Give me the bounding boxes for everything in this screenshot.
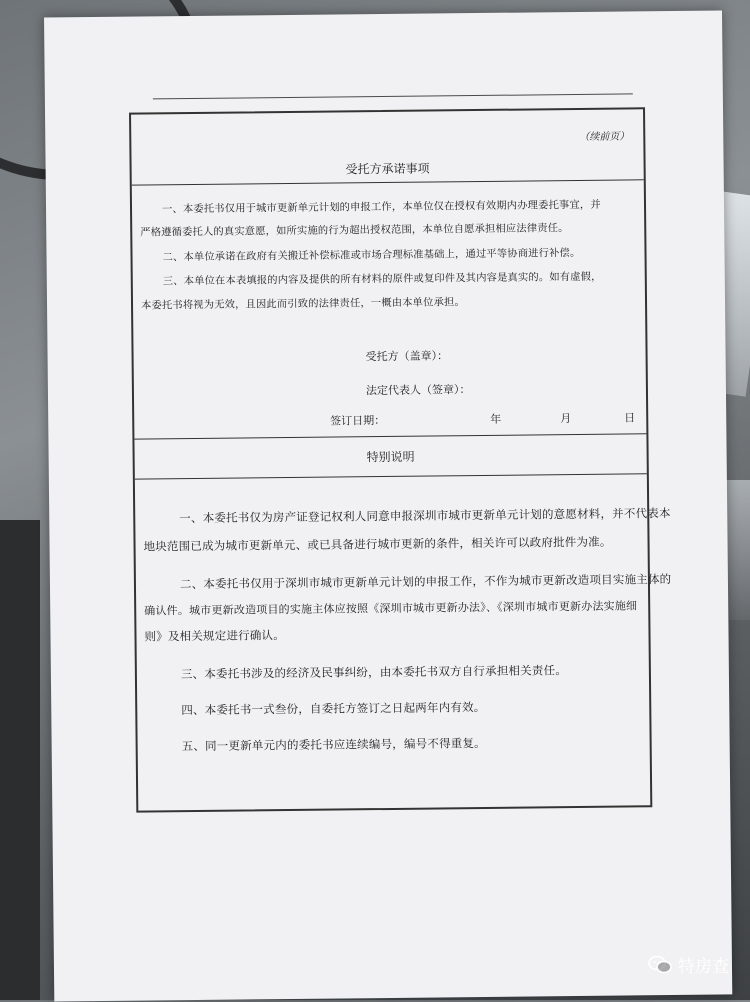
commitment-line-2: 严格遵循委托人的真实意愿，如所实施的行为超出授权范围，本单位自愿承担相应法律责任。	[140, 222, 569, 239]
document-page	[44, 10, 732, 1001]
watermark-text: 特房查	[678, 957, 729, 977]
note-line-1: 一、本委托书仅为房产证登记权利人同意申报深圳市城市更新单元计划的意愿材料，并不代表本	[179, 506, 671, 526]
note-line-6: 三、本委托书涉及的经济及民事纠纷，由本委托书双方自行承担相关责任。	[180, 663, 568, 682]
note-line-2: 地块范围已成为城市更新单元、或已具备进行城市更新的条件，相关许可以政府批件为准。	[143, 534, 612, 554]
note-line-8: 五、同一更新单元内的委托书应连续编号，编号不得重复。	[181, 735, 486, 754]
commitment-line-4: 三、本单位在本表填报的内容及提供的所有材料的原件或复印件及其内容是真实的。如有虚假，	[162, 270, 602, 288]
note-line-7: 四、本委托书一式叁份，自委托方签订之日起两年内有效。	[181, 699, 486, 718]
commitment-line-5: 本委托书将视为无效，且因此而引致的法律责任，一概由本单位承担。	[140, 296, 465, 312]
signing-date-label: 签订日期：	[330, 413, 386, 428]
header-rule	[153, 93, 633, 99]
commitment-line-3: 二、本单位承诺在政府有关搬迁补偿标准或市场合理标准基础上，通过平等协商进行补偿。	[162, 246, 581, 264]
date-day-label: 日	[624, 411, 636, 425]
divider	[135, 473, 647, 479]
note-line-4: 确认件。城市更新改造项目的实施主体应按照《深圳市城市更新办法》、《深圳市城市更新办法实施细	[144, 599, 638, 618]
commitment-line-1: 一、本委托书仅用于城市更新单元计划的申报工作，本单位仅在授权有效期内办理委托事宜，并	[161, 198, 601, 216]
continued-label: （续前页）	[579, 131, 630, 143]
form-frame	[129, 107, 672, 812]
note-line-5: 则》及相关规定进行确认。	[144, 628, 285, 644]
divider	[134, 433, 646, 439]
legal-representative-label: 法定代表人（签章）：	[365, 383, 471, 398]
wechat-icon	[648, 955, 672, 975]
section-title-trustee-commitments: 受托方承诺事项	[345, 161, 430, 177]
note-line-3: 二、本委托书仅用于深圳市城市更新单元计划的申报工作，不作为城市更新改造项目实施主体的	[179, 572, 672, 592]
date-year-label: 年	[490, 412, 502, 426]
section-title-special-notes: 特别说明	[366, 449, 415, 465]
watermark	[648, 952, 729, 977]
trustee-seal-label: 受托方（盖章）：	[365, 349, 449, 364]
background-dark-edge	[0, 520, 40, 1000]
date-month-label: 月	[560, 412, 572, 426]
divider	[132, 179, 644, 185]
